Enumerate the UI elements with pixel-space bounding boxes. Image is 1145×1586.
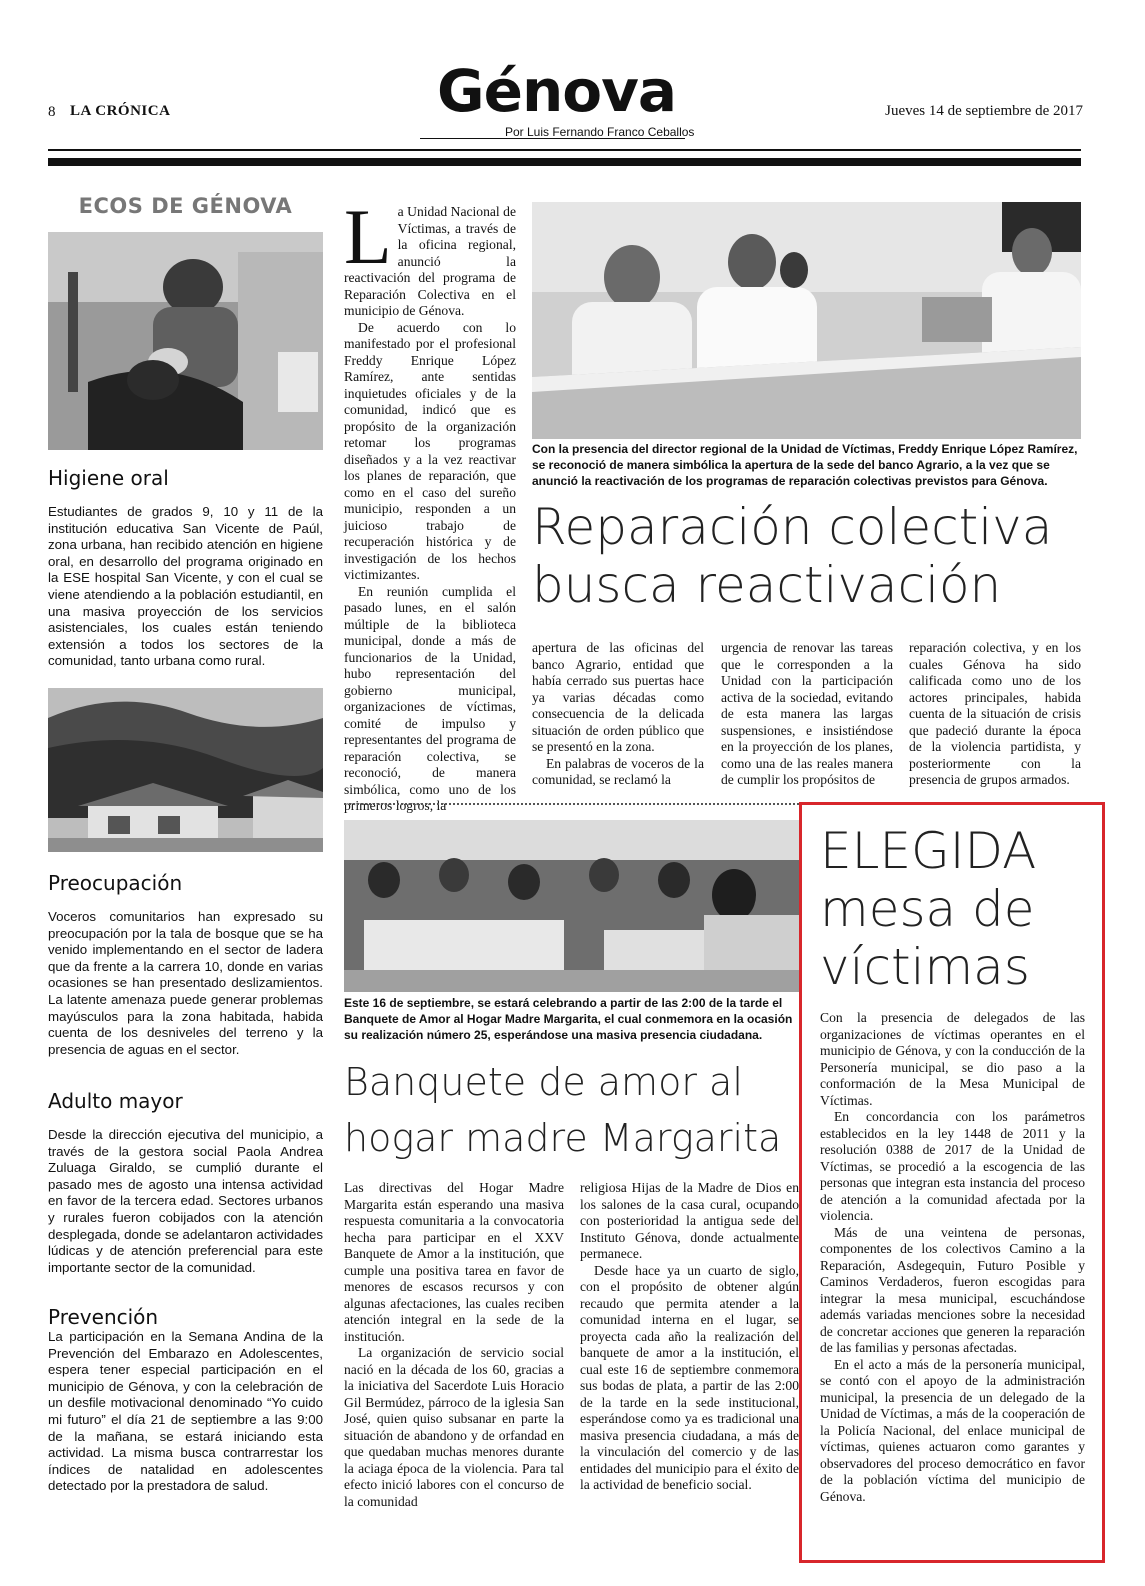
article2-photo-caption: Este 16 de septiembre, se estará celebrando a partir de las 2:00 de la tarde el Banquete de Amor al Hogar Madre Margarita, el cual conmemora en la ocasión su realización número 25, esperándose una masiva presencia ciudadana. [344, 996, 793, 1042]
article3-paragraph: Con la presencia de delegados de las organizaciones de víctimas operantes en el municipio de Génova, y con la conducción de la Personería municipal, se dio paso a la conformación de la Mesa Municipal de Víctimas. [820, 1010, 1085, 1108]
article1-paragraph: reparación colectiva, y en los cuales Génova ha sido calificada como uno de los actores principales, habida cuenta de la situación de crisis que padeció durante la época de la violencia partidista, y posteriormente con la presencia de grupos armados. [909, 640, 1081, 787]
article1-paragraph: En palabras de voceros de la comunidad, se reclamó la [532, 755, 704, 787]
article-divider [344, 803, 799, 805]
sidebar-heading-adulto-mayor: Adulto mayor [48, 1089, 183, 1113]
article3-paragraph: Más de una veintena de personas, componentes de los colectivos Camino a la Reparación, Asdegequin, Futuro Posible y Caminos Verdaderos, fueron escogidas para integrar la mesa municipal, escuchándose además variadas menciones sobre la necesidad de concretar acciones que generen la reparación de las familias y personas afectadas. [820, 1224, 1085, 1355]
article1-column-3 [721, 640, 893, 789]
meeting-photo [532, 202, 1081, 439]
article1-paragraph: urgencia de renovar las tareas que le corresponden a la Unidad con la participación activa de la sociedad, evitando de esta manera las largas suspensiones, e insistiéndose en la proyección de los planes, como una de las reales manera de cumplir los propósitos de [721, 640, 893, 787]
article1-headline: Reparación colectiva busca reactivación [532, 498, 1053, 614]
article1-paragraph: a Unidad Nacional de Víctimas, a través de la oficina regional, anunció la reactivación del programa de Reparación Colectiva en el municipio de Génova. [344, 204, 516, 318]
header-rule-thick [48, 158, 1081, 166]
article2-paragraph: religiosa Hijas de la Madre de Dios en los salones de la casa cural, ocupando con posterioridad la antigua sede del Instituto Génova, donde actualmente permanece. [580, 1180, 799, 1261]
article3-headline-line: mesa de [820, 880, 1035, 938]
sidebar-text-higiene: Estudiantes de grados 9, 10 y 11 de la institución educativa San Vicente de Paúl, zona urbana, han recibido atención en higiene oral, en desarrollo del programa originado en la ESE hospital San Vicente, y con el cual se viene atendiendo a la población estudiantil, en una masiva proyección de los servicios asistenciales, los cuales están teniendo extensión a todos los sectores de la comunidad, tanto urbana como rural. [48, 504, 323, 669]
article1-photo-caption: Con la presencia del director regional de la Unidad de Víctimas, Freddy Enrique López Ramírez, se reconoció de manera simbólica la apertura de la sede del banco Agrario, a la vez que se anunció la reactivación de los programas de reparación colectivas previstos para Génova. [532, 442, 1078, 488]
article2-paragraph: Las directivas del Hogar Madre Margarita están esperando una masiva respuesta comunitaria a la convocatoria hecha para participar en el XXV Banquete de Amor a la institución, que cumple una positiva tarea en favor de menores de escasos recursos y con algunas afectaciones, las cuales reciben atención integral en la sede de la institución. [344, 1180, 564, 1344]
issue-date: Jueves 14 de septiembre de 2017 [885, 103, 1083, 119]
sidebar-heading-higiene: Higiene oral [48, 466, 169, 490]
sidebar-text-adulto-mayor: Desde la dirección ejecutiva del municipio, a través de la gestora social Paola Andrea Zuluaga Giraldo, se cumplió durante el pasado mes de agosto una intensa actividad en favor de la tercera edad. Sectores urbanos y rurales fueron cobijados con la atención desplegada, donde se adelantaron actividades lúdicas y de atención preferencial para este importante sector de la comunidad. [48, 1127, 324, 1275]
article2-column-1 [344, 1180, 564, 1510]
article2-paragraph: Desde hace ya un cuarto de siglo, con el propósito de obtener algún recaudo que permita atender a la comunidad interna en el lugar, se proyecta cada año la realización del banquete de amor a la institución, el cual este 16 de septiembre conmemora sus bodas de plata, a partir de las 2:00 de la tarde en la sede institucional, esperándose como ya es tradicional una masiva presencia ciudadana, a más de la vinculación del comercio y de las entidades del municipio para el éxito de la actividad de beneficio social. [580, 1262, 799, 1492]
article1-paragraph: apertura de las oficinas del banco Agrario, entidad que había cerrado sus puertas hace ya varias décadas como consecuencia de la delicada situación de orden público que se presentó en la zona. [532, 640, 704, 754]
article1-column-2 [532, 640, 704, 789]
article1-dropcap: L [344, 193, 392, 280]
article1-paragraph: De acuerdo con lo manifestado por el profesional Freddy Enrique López Ramírez, ante sentidas inquietudes oficiales y de la comunidad, indicó que es propósito de la organización retomar los programas diseñados y a la vez reactivar los planes de reparación, que como en el caso del sureño municipio, responden a un juicioso trabajo de recuperación histórica y de investigación de los hechos victimizantes. [344, 319, 516, 582]
header-rule-thin [48, 149, 1081, 151]
article1-paragraph: En reunión cumplida el pasado lunes, en el salón múltiple de la biblioteca municipal, donde a más de funcionarios de la Unidad, hubo representación del gobierno municipal, organizaciones de víctimas, comité de impulso y representantes del programa de reparación colectiva, se reconoció, de manera simbólica, como uno de los primeros logros, la [344, 583, 516, 813]
sidebar-section-title: ECOS DE GÉNOVA [78, 194, 293, 218]
article3-paragraph: En el acto a más de la personería municipal, se contó con el apoyo de la administración municipal, la presencia de un delegado de la Unidad de Víctimas, a más de la cooperación de la Policía Nacional, del enlace municipal de víctimas, quienes actuaron como garantes y observadores del proceso democrático en favor de la población víctima del municipio de Génova. [820, 1356, 1085, 1504]
article3-headline [820, 822, 1100, 996]
article2-headline: Banquete de amor al hogar madre Margarita [344, 1060, 782, 1160]
hillside-houses-photo [48, 688, 323, 852]
banquet-photo [344, 820, 799, 992]
dentist-photo [48, 232, 323, 450]
article3-headline-line: ELEGIDA [820, 822, 1037, 880]
article1-column-1 [344, 193, 516, 815]
article3-body [820, 1010, 1085, 1505]
article2-paragraph: La organización de servicio social nació en la década de los 60, gracias a la iniciativa del Sacerdote Luis Horacio Gil Bermúdez, párroco de la iglesia San José, quien quiso subsanar en parte la situación de abandono y de orfandad en que quedaban muchas menores durante la aciaga época de la violencia. Para tal efecto inició labores con el concurso de la comunidad [344, 1345, 564, 1509]
section-masthead: Génova [437, 57, 677, 125]
article3-paragraph: En concordancia con los parámetros establecidos en la ley 1448 de 2011 y la resolución 0388 de 2017 de la Unidad de Víctimas, se procedió a la escogencia de las personas que integran esta instancia del proceso de atención a la comunidad afectada por la violencia. [820, 1109, 1085, 1223]
article2-column-2 [580, 1180, 799, 1494]
sidebar-text-preocupacion: Voceros comunitarios han expresado su preocupación por la tala de bosque que se ha venido implementando en el sector de ladera que da frente a la carrera 10, donde en varias ocasiones se han presentado deslizamientos. La latente amenaza puede generar problemas mayúsculos para la zona habitada, habida cuenta de los desniveles del terreno y la presencia de aguas en el sector. [48, 909, 323, 1057]
sidebar-text-prevencion: La participación en la Semana Andina de la Prevención del Embarazo en Adolescentes, espera tener especial participación en el municipio de Génova, y con la celebración de un desfile motivacional denominado “Yo cuido mi futuro” el día 21 de septiembre a las 9:00 de la mañana, se estará iniciando esta actividad. La misma busca contrarrestar los índices de natalidad en adolescentes detectado por la prestadora de salud. [48, 1329, 323, 1494]
sidebar-heading-preocupacion: Preocupación [48, 871, 183, 895]
article1-column-4 [909, 640, 1081, 789]
article3-headline-line: víctimas [820, 938, 1030, 996]
newspaper-name: LA CRÓNICA [70, 103, 171, 119]
byline: Por Luis Fernando Franco Ceballos [505, 125, 695, 139]
page-number: 8 [48, 104, 56, 120]
sidebar-heading-prevencion: Prevención [48, 1305, 159, 1329]
